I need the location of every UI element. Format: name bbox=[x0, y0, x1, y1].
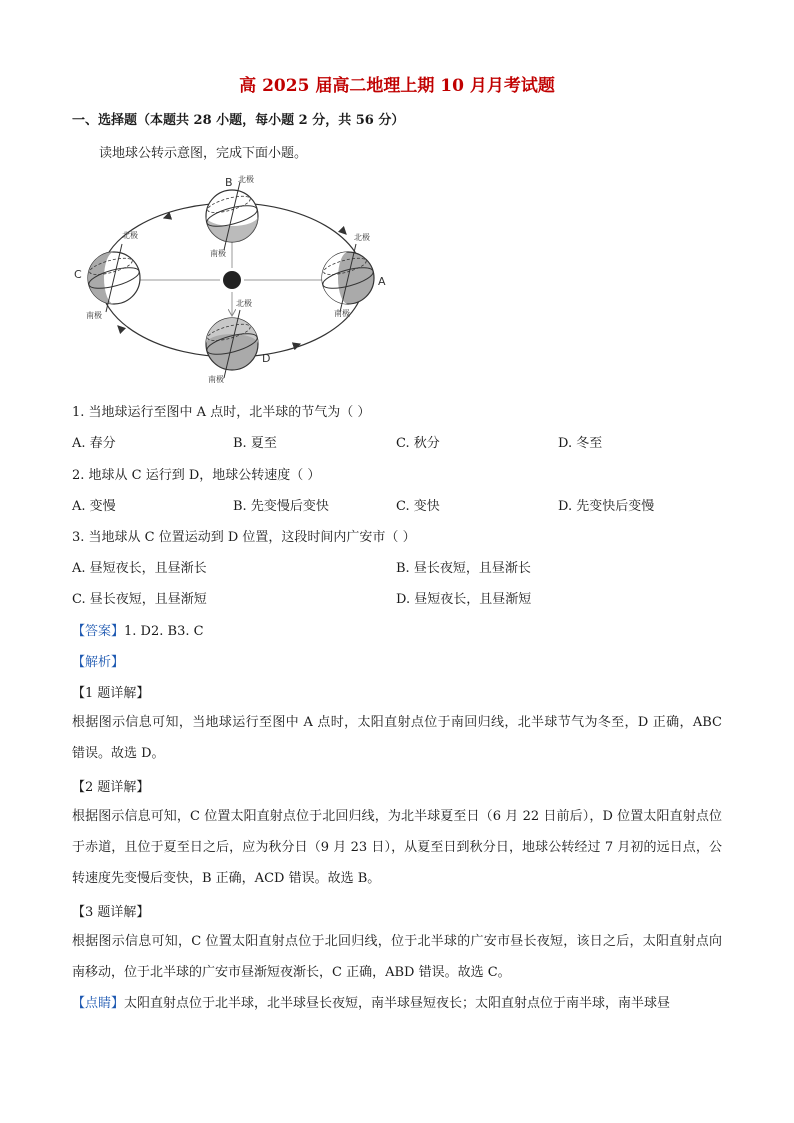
earth-orbit-diagram bbox=[72, 168, 402, 388]
section-heading: 一、选择题（本题共 28 小题，每小题 2 分，共 56 分） bbox=[72, 113, 405, 128]
answer-label: 【答案】 bbox=[72, 624, 125, 639]
earth-a bbox=[321, 244, 375, 312]
question-2-option-b: B. 先变慢后变快 bbox=[233, 499, 329, 514]
question-3-option-d: D. 昼短夜长，且昼渐短 bbox=[396, 592, 532, 607]
analysis-label: 【解析】 bbox=[72, 655, 125, 670]
label-c: C bbox=[74, 268, 82, 281]
label-a: A bbox=[378, 275, 386, 288]
orbit-arrow-right bbox=[342, 230, 346, 234]
page-title: 高 2025 届高二地理上期 10 月月考试题 bbox=[239, 76, 555, 96]
earth-d bbox=[205, 310, 259, 378]
question-1-stem: 1. 当地球运行至图中 A 点时，北半球的节气为（ ） bbox=[72, 405, 371, 420]
label-b-south: 南极 bbox=[210, 249, 226, 258]
tip-text: 太阳直射点位于北半球，北半球昼长夜短，南半球昼短夜长；太阳直射点位于南半球，南半球昼 bbox=[124, 996, 671, 1011]
tip-label: 【点睛】 bbox=[72, 996, 125, 1011]
label-d: D bbox=[262, 352, 271, 365]
question-1-option-b: B. 夏至 bbox=[233, 436, 277, 451]
question-3-option-c: C. 昼长夜短，且昼渐短 bbox=[72, 592, 207, 607]
earth-c bbox=[87, 244, 141, 312]
orbit-arrow-top bbox=[164, 216, 170, 218]
question-2-option-a: A. 变慢 bbox=[72, 499, 116, 514]
answer-text: 1. D2. B3. C bbox=[124, 624, 204, 639]
intro-text: 读地球公转示意图，完成下面小题。 bbox=[99, 146, 308, 161]
label-a-south: 南极 bbox=[334, 309, 350, 318]
label-d-north: 北极 bbox=[236, 299, 252, 308]
question-2-stem: 2. 地球从 C 运行到 D，地球公转速度（ ） bbox=[72, 468, 321, 483]
orbit-arrow-left bbox=[118, 326, 122, 330]
detail-2-text: 根据图示信息可知，C 位置太阳直射点位于北回归线，为北半球夏至日（6 月 22 日前后），D 位置太阳直射点位于赤道，且位于夏至日之后，应为秋分日（9 月 23 日），从夏至日到秋分日，地球公转经过 7 月初的远日点，公转速度先变慢后变快，B 正确，ACD 错误。故选 B。 bbox=[72, 809, 722, 886]
label-b: B bbox=[225, 176, 233, 189]
answer-line bbox=[72, 620, 204, 639]
question-3-option-a: A. 昼短夜长，且昼渐长 bbox=[72, 561, 207, 576]
sun bbox=[223, 271, 241, 289]
detail-3-text: 根据图示信息可知，C 位置太阳直射点位于北回归线，位于北半球的广安市昼长夜短，该日之后，太阳直射点向南移动，位于北半球的广安市昼渐短夜渐长，C 正确，ABD 错误。故选 C。 bbox=[72, 934, 722, 980]
question-1-option-c: C. 秋分 bbox=[396, 436, 440, 451]
question-3-stem: 3. 当地球从 C 位置运动到 D 位置，这段时间内广安市（ ） bbox=[72, 530, 416, 545]
label-a-north: 北极 bbox=[354, 233, 370, 242]
detail-1-text: 根据图示信息可知，当地球运行至图中 A 点时，太阳直射点位于南回归线，北半球节气为冬至，D 正确，ABC 错误。故选 D。 bbox=[72, 715, 722, 761]
question-2-option-c: C. 变快 bbox=[396, 499, 440, 514]
label-d-south: 南极 bbox=[208, 375, 224, 384]
question-1-option-a: A. 春分 bbox=[72, 436, 116, 451]
label-b-north: 北极 bbox=[238, 175, 254, 184]
detail-1-heading: 【1 题详解】 bbox=[72, 686, 150, 701]
question-1-option-d: D. 冬至 bbox=[558, 436, 603, 451]
label-c-north: 北极 bbox=[122, 231, 138, 240]
tip-line bbox=[72, 988, 722, 1019]
question-2-option-d: D. 先变快后变慢 bbox=[558, 499, 655, 514]
detail-3-heading: 【3 题详解】 bbox=[72, 905, 150, 920]
question-3-option-b: B. 昼长夜短，且昼渐长 bbox=[396, 561, 531, 576]
label-c-south: 南极 bbox=[86, 311, 102, 320]
detail-2-heading: 【2 题详解】 bbox=[72, 780, 150, 795]
earth-b bbox=[205, 182, 259, 250]
